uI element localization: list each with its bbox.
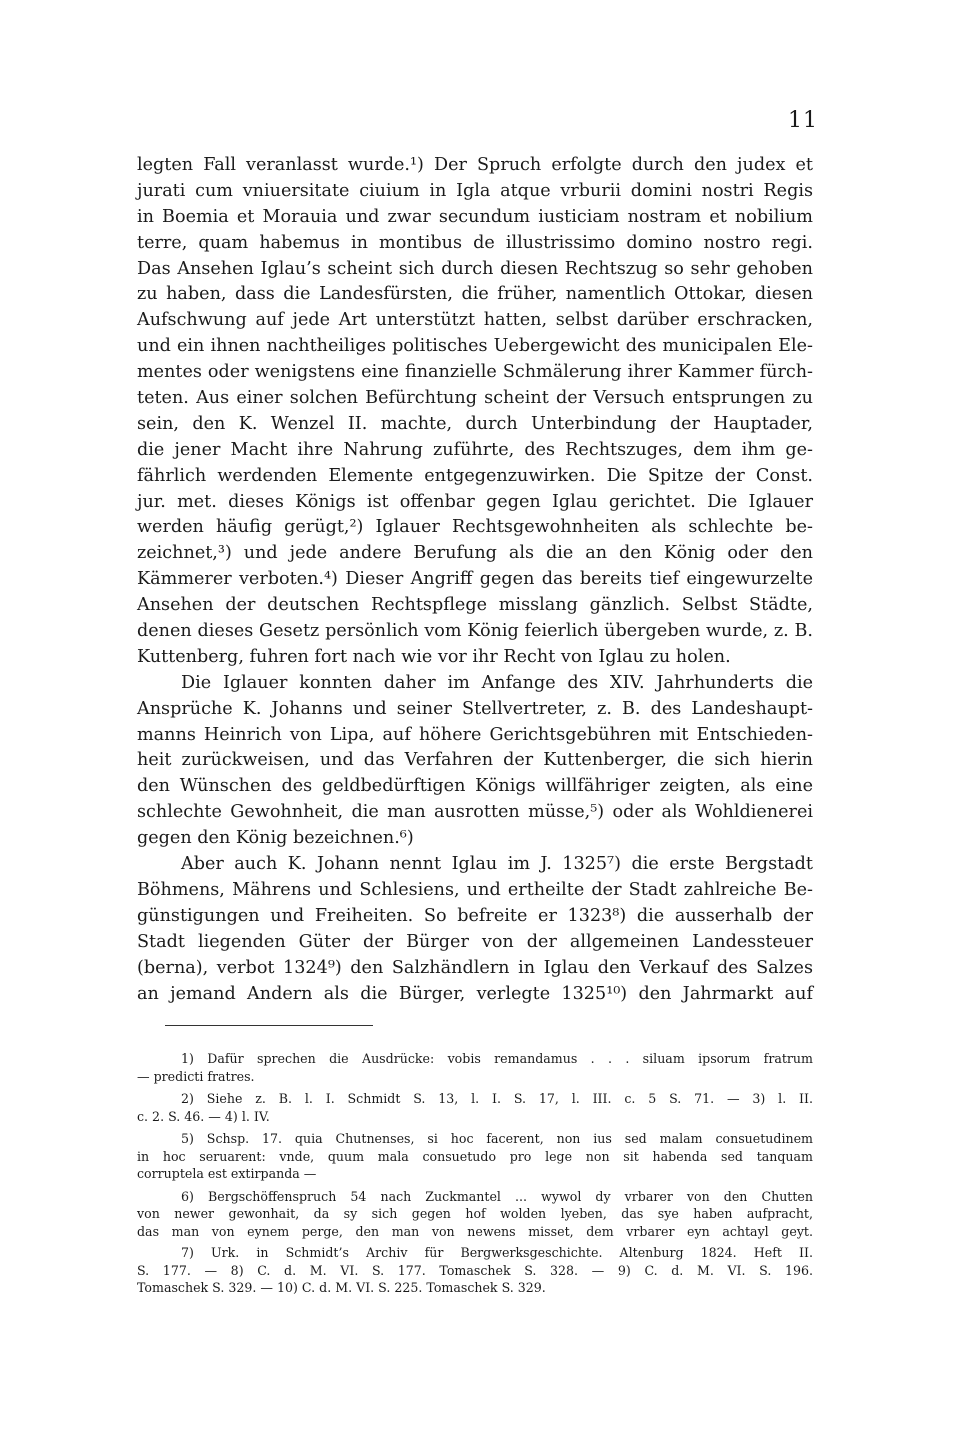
body-line: schlechte Gewohnheit, die man ausrotten müsse,⁵) oder als Wohldienerei — [137, 802, 813, 823]
body-line: terre, quam habemus in montibus de illustrissimo domino nostro regi. — [137, 232, 813, 253]
body-line: werden häufig gerügt,²) Iglauer Rechtsgewohnheiten als schlechte be- — [137, 517, 813, 538]
footnote-line: 5) Schsp. 17. quia Chutnenses, si hoc facerent, non ius sed malam consuetudinem — [181, 1131, 813, 1146]
body-line: Die Iglauer konnten daher im Anfange des XIV. Jahrhunderts die — [181, 672, 813, 693]
body-line: jurati cum vniuersitate ciuium in Igla atque vrburii domini nostri Regis — [137, 180, 813, 201]
body-line: Kämmerer verboten.⁴) Dieser Angriff gegen das bereits tief eingewurzelte — [137, 569, 813, 590]
body-line: fährlich werdenden Elemente entgegenzuwirken. Die Spitze der Const. — [137, 465, 813, 486]
body-line: Böhmens, Mährens und Schlesiens, und ertheilte der Stadt zahlreiche Be- — [137, 879, 813, 900]
body-line: jur. met. dieses Königs ist offenbar gegen Iglau gerichtet. Die Iglauer — [137, 491, 813, 512]
footnote-line: Tomaschek S. 329. — 10) C. d. M. VI. S. 225. Tomaschek S. 329. — [137, 1280, 546, 1295]
body-line: gegen den König bezeichnen.⁶) — [137, 828, 414, 849]
body-line: sein, den K. Wenzel II. machte, durch Unterbindung der Hauptader, — [137, 413, 813, 434]
footnote-line: 6) Bergschöffenspruch 54 nach Zuckmantel ... wywol dy vrbarer von den Chutten — [181, 1188, 813, 1204]
page-number: 11 — [788, 108, 818, 133]
body-line: zeichnet,³) und jede andere Berufung als die an den König oder den — [137, 543, 813, 564]
footnote-line: corruptela est extirpanda — — [137, 1166, 317, 1181]
body-line: Kuttenberg, fuhren fort nach wie vor ihr Recht von Iglau zu holen. — [137, 646, 731, 667]
body-line: Stadt liegenden Güter der Bürger von der allgemeinen Landessteuer — [137, 931, 813, 952]
body-text — [137, 153, 813, 1007]
body-line: Ansehen der deutschen Rechtspflege misslang gänzlich. Selbst Städte, — [137, 595, 813, 616]
body-line: in Boemia et Morauia und zwar secundum iusticiam nostram et nobilium — [137, 206, 813, 227]
body-line: zu haben, dass die Landesfürsten, die früher, namentlich Ottokar, diesen — [137, 284, 813, 305]
body-line: günstigungen und Freiheiten. So befreite er 1323⁸) die ausserhalb der — [137, 905, 813, 926]
body-line: Aufschwung auf jede Art unterstützt hatten, selbst darüber erschracken, — [137, 310, 813, 331]
footnote-line: das man von eynem perge, den man von newens misset, dem vrbarer eyn achtayl geyt. — [137, 1223, 813, 1239]
body-line: (berna), verbot 1324⁹) den Salzhändlern in Iglau den Verkauf des Salzes — [137, 957, 813, 978]
body-line: an jemand Andern als die Bürger, verlegte 1325¹⁰) den Jahrmarkt auf — [137, 983, 813, 1004]
footnote-line: 2) Siehe z. B. l. I. Schmidt S. 13, l. I. S. 17, l. III. c. 5 S. 71. — 3) l. II. — [181, 1091, 813, 1106]
body-line: legten Fall veranlasst wurde.¹) Der Spruch erfolgte durch den judex et — [137, 155, 813, 175]
footnote-line: S. 177. — 8) C. d. M. VI. S. 177. Tomaschek S. 328. — 9) C. d. M. VI. S. 196. — [137, 1262, 813, 1278]
body-line: Ansprüche K. Johanns und seiner Stellvertreter, z. B. des Landeshaupt- — [137, 698, 813, 719]
footnote-line: 1) Dafür sprechen die Ausdrücke: vobis remandamus . . . siluam ipsorum fratrum — [181, 1051, 813, 1066]
body-line: manns Heinrich von Lipa, auf höhere Gerichtsgebühren mit Entschieden- — [137, 724, 813, 745]
body-line: denen dieses Gesetz persönlich vom König feierlich übergeben wurde, z. B. — [137, 621, 813, 642]
footnote-line: 7) Urk. in Schmidt’s Archiv für Bergwerksgeschichte. Altenburg 1824. Heft II. — [181, 1245, 813, 1260]
footnote-line: c. 2. S. 46. — 4) l. IV. — [137, 1108, 270, 1124]
body-line: Aber auch K. Johann nennt Iglau im J. 1325⁷) die erste Bergstadt — [181, 854, 813, 875]
body-line: und ein ihnen nachtheiliges politisches Uebergewicht des municipalen Ele- — [137, 336, 813, 357]
footnotes — [137, 1050, 813, 1297]
body-line: den Wünschen des geldbedürftigen Königs willfähriger zeigten, als eine — [137, 776, 813, 797]
body-line: heit zurückweisen, und das Verfahren der Kuttenberger, die sich hierin — [137, 750, 813, 771]
body-line: mentes oder wenigstens eine finanzielle Schmälerung ihrer Kammer fürch- — [137, 362, 813, 383]
footnote-line: von newer gewonhait, da sy sich gegen hof wolden lyeben, das sye haben aufpracht, — [137, 1206, 813, 1221]
footnote-divider — [165, 1025, 373, 1026]
body-line: teten. Aus einer solchen Befürchtung scheint der Versuch entsprungen zu — [137, 388, 813, 409]
body-line: die jener Macht ihre Nahrung zuführte, des Rechtszuges, dem ihm ge- — [137, 439, 813, 460]
footnote-line: — predicti fratres. — [137, 1068, 255, 1084]
footnote-line: in hoc seruarent: vnde, quum mala consuetudo pro lege non sit habenda sed tanquam — [137, 1148, 813, 1164]
body-line: Das Ansehen Iglau’s scheint sich durch diesen Rechtszug so sehr gehoben — [137, 258, 813, 279]
